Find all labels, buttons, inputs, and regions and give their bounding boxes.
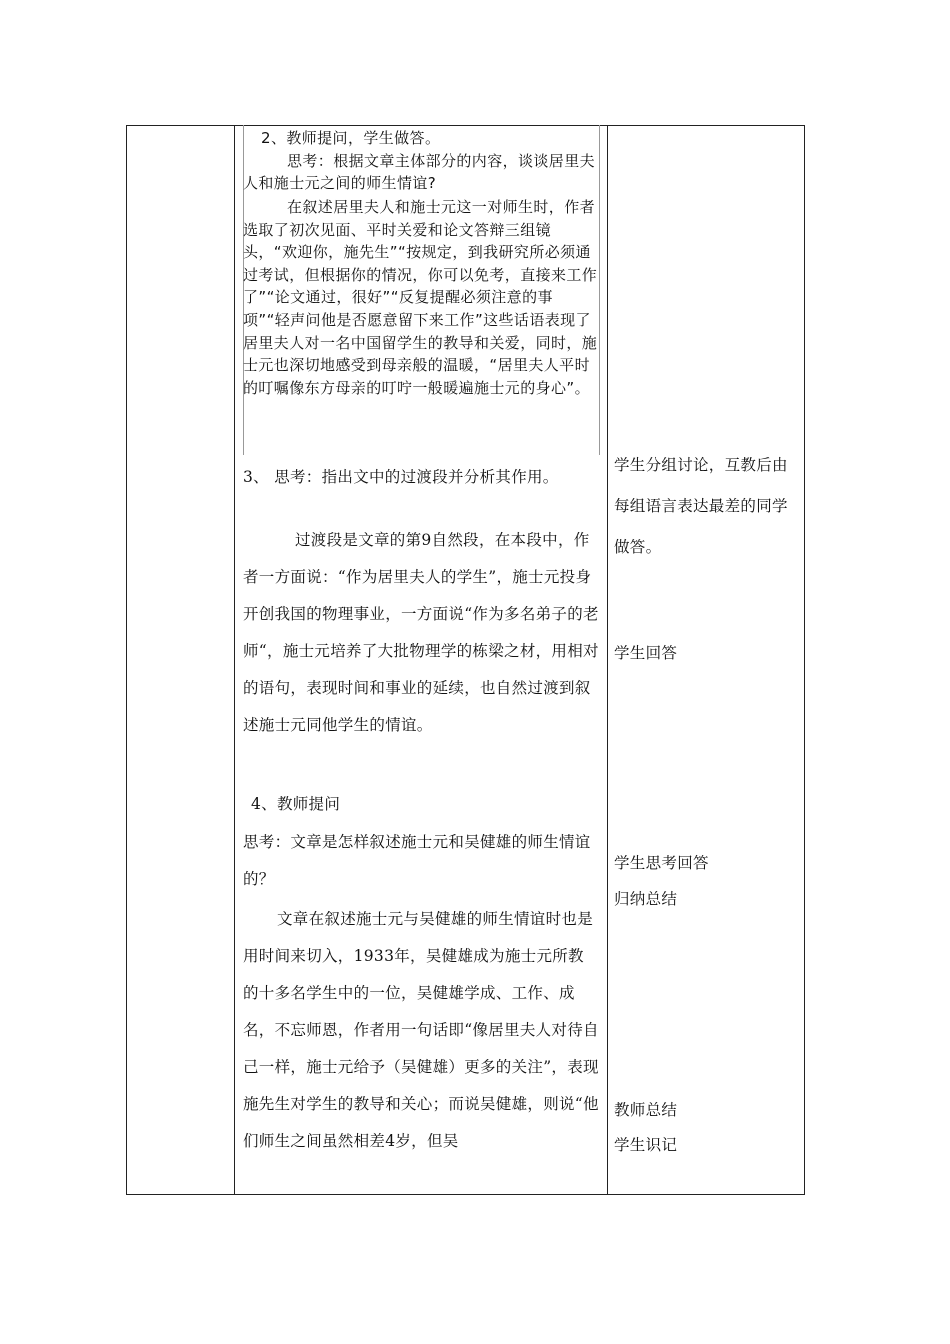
table-right-border [804, 125, 805, 1195]
section-2-heading: 2、教师提问，学生做答。 [261, 129, 441, 147]
section-4-answer: 文章在叙述施士元与吴健雄的师生情谊时也是用时间来切入，1933年，吴健雄成为施士元所教的十多名学生中的一位，吴健雄学成、工作、成名，不忘师恩，作者用一句话即“像居里夫人对待自己一样，施士元给予（吴健雄）更多的关注”，表现施先生对学生的教导和关心；而说吴健雄，则说“他们师生之间虽然相差4岁，但吴 [243, 910, 599, 1150]
section-4-question: 思考：文章是怎样叙述施士元和吴健雄的师生情谊的？ [243, 833, 591, 888]
note-student-memorize: 学生识记 [614, 1136, 678, 1154]
note-group-discussion: 学生分组讨论，互教后由每组语言表达最差的同学做答。 [614, 456, 788, 556]
table-left-border [126, 125, 127, 1195]
note-summarize: 归纳总结 [614, 890, 678, 908]
section-3-heading: 3、 思考：指出文中的过渡段并分析其作用。 [243, 468, 559, 486]
note-student-answer: 学生回答 [614, 644, 678, 662]
table-bottom-border [126, 1194, 805, 1195]
middle-column [243, 127, 599, 1193]
table-col-divider-2 [607, 125, 608, 1195]
note-student-think: 学生思考回答 [614, 854, 709, 872]
right-column [614, 127, 800, 1193]
section-2-answer: 在叙述居里夫人和施士元这一对师生时，作者选取了初次见面、平时关爱和论文答辩三组镜头，“欢迎你，施先生”“按规定，到我研究所必须通过考试，但根据你的情况，你可以免考，直接来工作了”“论文通过，很好”“反复提醒必须注意的事项”“轻声问他是否愿意留下来工作”这些话语表现了居里夫人对一名中国留学生的教导和关爱，同时，施士元也深切地感受到母亲般的温暖，“居里夫人平时的叮嘱像东方母亲的叮咛一般暖遍施士元的身心”。 [243, 198, 598, 397]
note-teacher-summary: 教师总结 [614, 1101, 678, 1119]
section-2-question: 思考：根据文章主体部分的内容，谈谈居里夫人和施士元之间的师生情谊? [243, 152, 596, 193]
table-top-border [126, 125, 805, 126]
table-col-divider-1 [234, 125, 235, 1195]
section-4-heading: 4、教师提问 [251, 795, 341, 813]
embedded-block-right-edge [599, 125, 600, 455]
section-3-answer: 过渡段是文章的第9自然段，在本段中，作者一方面说：“作为居里夫人的学生”，施士元投身开创我国的物理事业，一方面说“作为多名弟子的老师“，施士元培养了大批物理学的栋梁之材，用相对的语句，表现时间和事业的延续，也自然过渡到叙述施士元同他学生的情谊。 [243, 531, 599, 734]
